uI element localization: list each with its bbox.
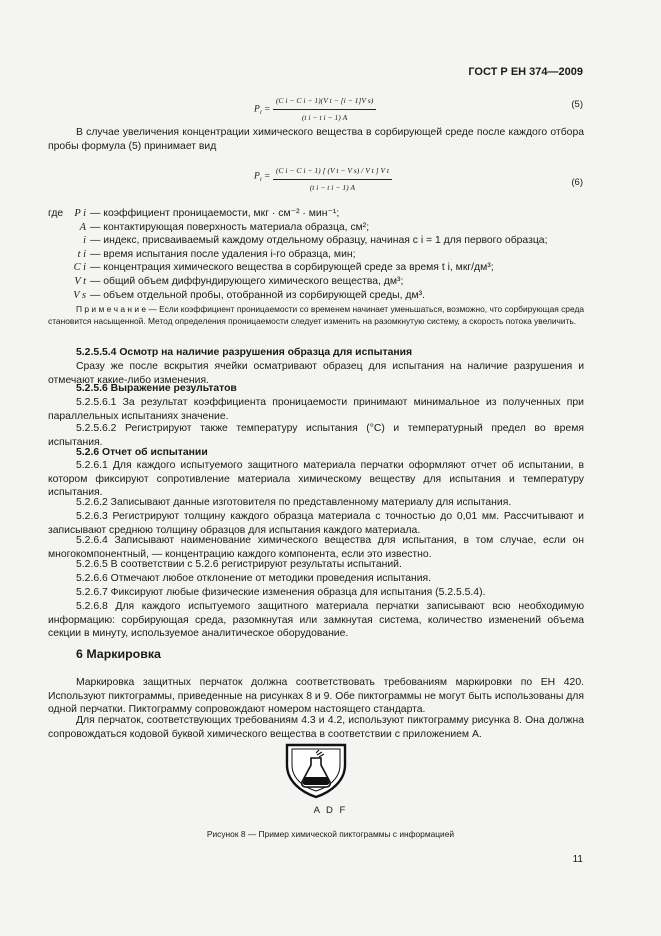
text-5-2-6-3: 5.2.6.3 Регистрируют толщину каждого образца материала с точностью до 0,01 мм. Рассчитывают и записывают среднюю толщину образцов для испытания каждого материала. <box>48 511 584 536</box>
definition-text: — индекс, присваиваемый каждому отдельному образцу, начиная с i = 1 для первого образца; <box>90 235 548 247</box>
text-5-2-6-2: 5.2.6.2 Записывают данные изготовителя по представленному материалу для испытания. <box>76 497 512 508</box>
page-number: 11 <box>572 854 583 865</box>
chemical-pictogram-icon <box>281 741 351 799</box>
formula-6-lhs-sub: i <box>259 176 262 184</box>
formula-5-denominator: (t i − t i − 1) A <box>301 112 348 122</box>
formula-5-numerator: (C i − C i − 1)(V t − [i − 1]V s) <box>273 94 376 110</box>
formula-5-lhs-sub: i <box>259 109 262 117</box>
text-5-2-5-6-1: 5.2.5.6.1 За результат коэффициента проницаемости принимают минимальное из полученных при параллельных испытаниях значение. <box>48 397 584 422</box>
text-5-2-6-7: 5.2.6.7 Фиксируют любые физические изменения образца для испытания (5.2.5.5.4). <box>76 587 486 598</box>
definition-text: — время испытания после удаления i-го образца, мин; <box>90 248 356 260</box>
figure-caption: Рисунок 8 — Пример химической пиктограммы с информацией <box>206 829 455 839</box>
section-6-p1: Маркировка защитных перчаток должна соответствовать требованиям маркировки по ЕН 420. Используют пиктограммы, приведенные на рисунках 8 и 9. Обе пиктограммы не могут быть использованы для одной перчатки. Пиктограмму сопровождают номером настоящего стандарта. <box>48 677 584 716</box>
definition-symbol: A <box>79 221 86 233</box>
definitions-list <box>48 207 588 302</box>
text-5-2-6-8: 5.2.6.8 Для каждого испытуемого защитного материала перчатки записывают всю необходимую информацию: сорбирующая среда, разомкнутая или замкнутая система, количество изменений объема секции в минуту, используемое аналитическое оборудование. <box>48 601 584 640</box>
definition-text: — коэффициент проницаемости, мкг · см⁻² · мин⁻¹; <box>90 208 340 219</box>
section-6-p2: Для перчаток, соответствующих требованиям 4.3 и 4.2, используют пиктограмму рисунка 8. Она должна сопровождаться кодовой буквой химического вещества в соответствии с приложением А. <box>48 715 584 740</box>
definition-symbol: i <box>83 235 86 247</box>
definition-row <box>48 289 588 303</box>
heading-5-2-5-5-4: 5.2.5.5.4 Осмотр на наличие разрушения образца для испытания <box>76 347 413 358</box>
definition-row <box>48 221 588 235</box>
text-5-2-6-5: 5.2.6.5 В соответствии с 5.2.6 регистрируют результаты испытаний. <box>76 559 402 570</box>
definition-row <box>48 275 588 289</box>
formula-6-numerator: (C i − C i − 1) [ (V t − V s) / V t ] V t <box>273 158 392 180</box>
definition-text: — контактирующая поверхность материала образца, см²; <box>90 221 370 233</box>
definition-text: — объем отдельной пробы, отобранной из сорбирующей среды, дм³. <box>90 289 425 301</box>
definitions-intro: где <box>48 208 64 219</box>
formula-6: $P_i$ = $\frac{\text{(C i − C i − 1) [ (V t − V s) / V t ] V t}}{\text{(t i − t i − 1) A}}$ <box>254 158 392 194</box>
text-5-2-6-4: 5.2.6.4 Записывают наименование химического вещества для испытания, в том случае, если он многокомпонентный, — концентрацию каждого компонента, если это известно. <box>48 535 584 560</box>
text-increase: В случае увеличения концентрации химического вещества в сорбирующей среде после каждого отбора пробы формула (5) принимает вид <box>48 127 584 152</box>
definition-text: — общий объем диффундирующего химического вещества, дм³; <box>90 275 404 287</box>
note: П р и м е ч а н и е — Если коэффициент проницаемости со временем начинает уменьшаться, возможно, что сорбирующая среда становится насыщенной. Метод определения проницаемости следует изменить на разомкнутую систему, а скорость потока увеличить. <box>48 304 584 326</box>
formula-6-denominator: (t i − t i − 1) A <box>309 182 356 192</box>
definition-symbol: C i <box>73 262 86 274</box>
text-5-2-5-5-4: Сразу же после вскрытия ячейки осматривают образец для испытания на наличие разрушения и отмечают какие-либо изменения. <box>48 361 584 386</box>
formula-6-number: (6) <box>571 177 583 188</box>
formula-5: $P_i$ = $\frac{\text{(C i − C i − 1)(V t − [i − 1]V s)}}{\text{(t i − t i − 1) A}}$ <box>254 94 376 124</box>
text-5-2-6-1: 5.2.6.1 Для каждого испытуемого защитного материала перчатки оформляют отчет об испытании, в котором фиксируют сопротивление материала химическому веществу для испытания и температуру испытания. <box>48 460 584 499</box>
definition-row <box>48 234 588 248</box>
definition-row <box>48 207 588 221</box>
chemical-shield-icon <box>281 741 351 799</box>
definition-row <box>48 261 588 275</box>
figure-letters: A D F <box>313 805 348 816</box>
definition-row <box>48 248 588 262</box>
heading-5-2-5-6: 5.2.5.6 Выражение результатов <box>76 383 237 394</box>
text-5-2-6-6: 5.2.6.6 Отмечают любое отклонение от методики проведения испытания. <box>76 573 432 584</box>
definition-text: — концентрация химического вещества в сорбирующей среде за время t i, мкг/дм³; <box>90 262 494 274</box>
standard-header: ГОСТ Р ЕН 374—2009 <box>468 66 583 78</box>
heading-5-2-6: 5.2.6 Отчет об испытании <box>76 447 208 458</box>
formula-6-lhs: P <box>254 171 260 182</box>
definition-symbol: P i <box>74 208 86 219</box>
formula-5-number: (5) <box>571 99 583 110</box>
formula-5-lhs: P <box>254 104 260 115</box>
text-5-2-5-6-2: 5.2.5.6.2 Регистрируют также температуру испытания (°С) и температурный предел во время испытания. <box>48 423 584 448</box>
section-6-title: 6 Маркировка <box>76 647 161 661</box>
definition-symbol: V s <box>73 289 86 301</box>
definition-symbol: t i <box>77 248 86 260</box>
definition-symbol: V t <box>74 275 86 287</box>
